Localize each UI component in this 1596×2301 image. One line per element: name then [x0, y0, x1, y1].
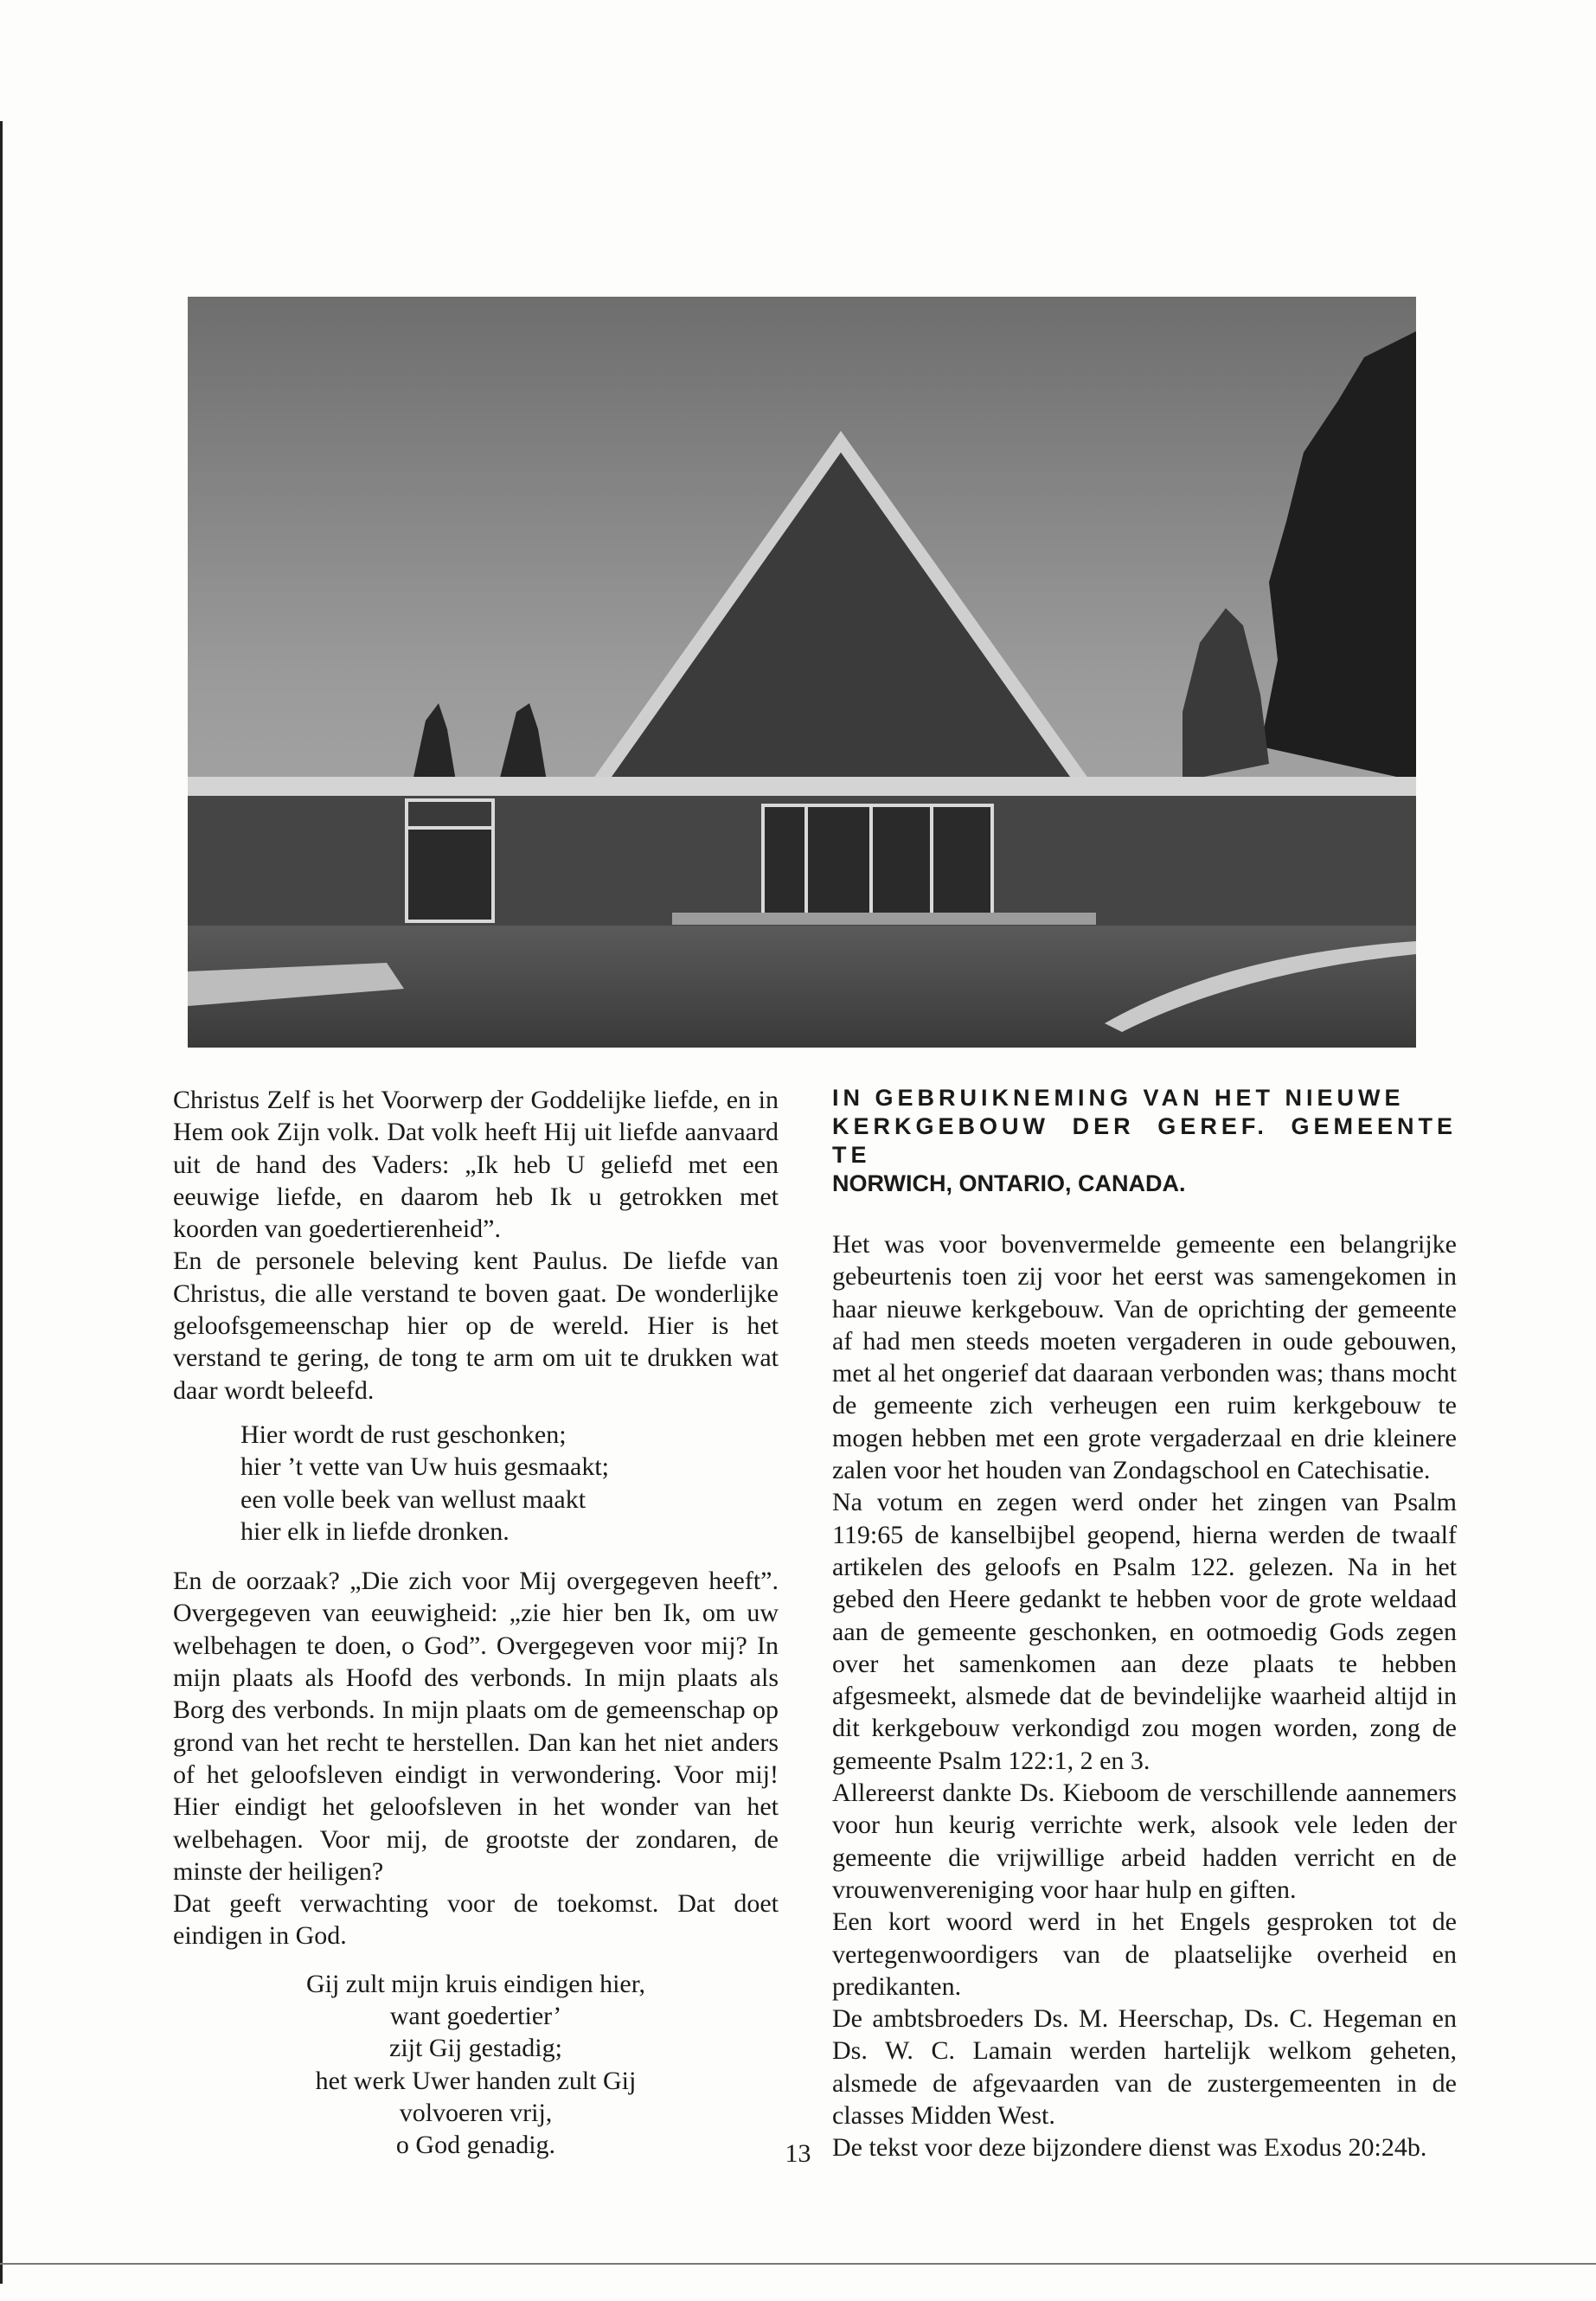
verse-line: hier ’t vette van Uw huis gesmaakt;: [240, 1452, 610, 1482]
paragraph: En de oorzaak? „Die zich voor Mij overgegeven heeft”. Overgegeven van eeuwigheid: „zie hier ben Ik, om uw welbehagen te doen, o God”. Overgegeven voor mij? In mijn plaats als Hoofd des verbonds. In mijn plaats als Borg des verbonds. In mijn plaats om de gemeenschap op grond van het recht te herstellen. Dan kan het niet anders of het geloofsleven eindigt in verwondering. Voor mij! Hier eindigt het geloofsleven in het wonder van het welbehagen. Voor mij, de grootste der zondaren, de minste der heiligen?: [173, 1567, 779, 1886]
heading-line: KERKGEBOUW DER GEREF. GEMEENTE TE: [832, 1113, 1457, 1168]
verse-line: Hier wordt de rust geschonken;: [240, 1420, 567, 1449]
paragraph: Allereerst dankte Ds. Kieboom de verschillende aannemers voor hun keurig verrichte werk, alsook vele leden der gemeente die vrijwillige arbeid hadden verricht en de vrouwenvereniging voor haar hulp en giften.: [832, 1779, 1457, 1904]
paragraph: En de personele beleving kent Paulus. De liefde van Christus, die alle verstand te boven gaat. De wonderlijke geloofsgemeenschap hier op de wereld. Hier is het verstand te gering, de tong te arm om uit te drukken wat daar wordt beleefd.: [173, 1247, 779, 1405]
left-column: [173, 1084, 779, 2162]
verse-line: want goedertier’: [389, 2002, 562, 2031]
verse-line: volvoeren vrij,: [399, 2098, 553, 2127]
church-photo: [188, 297, 1416, 1048]
scan-edge: [0, 121, 3, 2284]
paragraph: De ambtsbroeders Ds. M. Heerschap, Ds. C. Hegeman en Ds. W. C. Lamain werden hartelijk welkom geheten, alsmede de afgevaarden van de zustergemeenten in de classes Midden West.: [832, 2004, 1457, 2131]
paragraph: Dat geeft verwachting voor de toekomst. Dat doet eindigen in God.: [173, 1889, 779, 1951]
paragraph: Het was voor bovenvermelde gemeente een belangrijke gebeurtenis toen zij voor het eerst was samengekomen in haar nieuwe kerkgebouw. Van de oprichting der gemeente af had men steeds moeten vergaderen in oude gebouwen, met al het ongerief dat daaraan verbonden was; thans mocht de gemeente zich verheugen een ruim kerkgebouw te mogen hebben met een grote vergaderzaal en drie kleinere zalen voor het houden van Zondagschool en Catechisatie.: [832, 1230, 1457, 1485]
scan-edge-bottom: [0, 2263, 1596, 2265]
verse-line: zijt Gij gestadig;: [389, 2034, 562, 2063]
right-column: [832, 1084, 1457, 2164]
heading-line: IN GEBRUIKNEMING VAN HET NIEUWE: [832, 1085, 1405, 1111]
verse-line: o God genadig.: [395, 2131, 556, 2160]
article-heading: [832, 1084, 1457, 1198]
page-number: 13: [785, 2139, 811, 2168]
verse-line: hier elk in liefde dronken.: [240, 1516, 510, 1546]
heading-line: NORWICH, ONTARIO, CANADA.: [832, 1170, 1186, 1196]
paragraph: Na votum en zegen werd onder het zingen van Psalm 119:65 de kanselbijbel geopend, hierna werden de twaalf artikelen des geloofs en Psalm 122. gelezen. Na in het gebed den Heere gedankt te hebben voor de grote weldaad aan de gemeente geschonken, en ootmoedig Gods zegen over het samenkomen aan deze plaats te hebben afgesmeekt, alsmede dat de bevindelijke waarheid altijd in dit kerkgebouw verkondigd zou mogen worden, zong de gemeente Psalm 122:1, 2 en 3.: [832, 1488, 1457, 1775]
verse-line: Gij zult mijn kruis eindigen hier,: [305, 1969, 646, 1998]
verse: [173, 1968, 779, 2162]
paragraph: Een kort woord werd in het Engels gesproken tot de vertegenwoordigers van de plaatselijke overheid en predikanten.: [832, 1907, 1457, 2001]
verse-line: een volle beek van wellust maakt: [240, 1484, 586, 1514]
verse-line: het werk Uwer handen zult Gij: [315, 2066, 637, 2095]
paragraph: De tekst voor deze bijzondere dienst was Exodus 20:24b.: [832, 2133, 1427, 2163]
verse: [173, 1419, 779, 1548]
paragraph: Christus Zelf is het Voorwerp der Goddelijke liefde, en in Hem ook Zijn volk. Dat volk heeft Hij uit liefde aanvaard uit de hand des Vaders: „Ik heb U geliefd met een eeuwige liefde, en daarom heb Ik u getrokken met koorden van goedertierenheid”.: [173, 1086, 779, 1244]
